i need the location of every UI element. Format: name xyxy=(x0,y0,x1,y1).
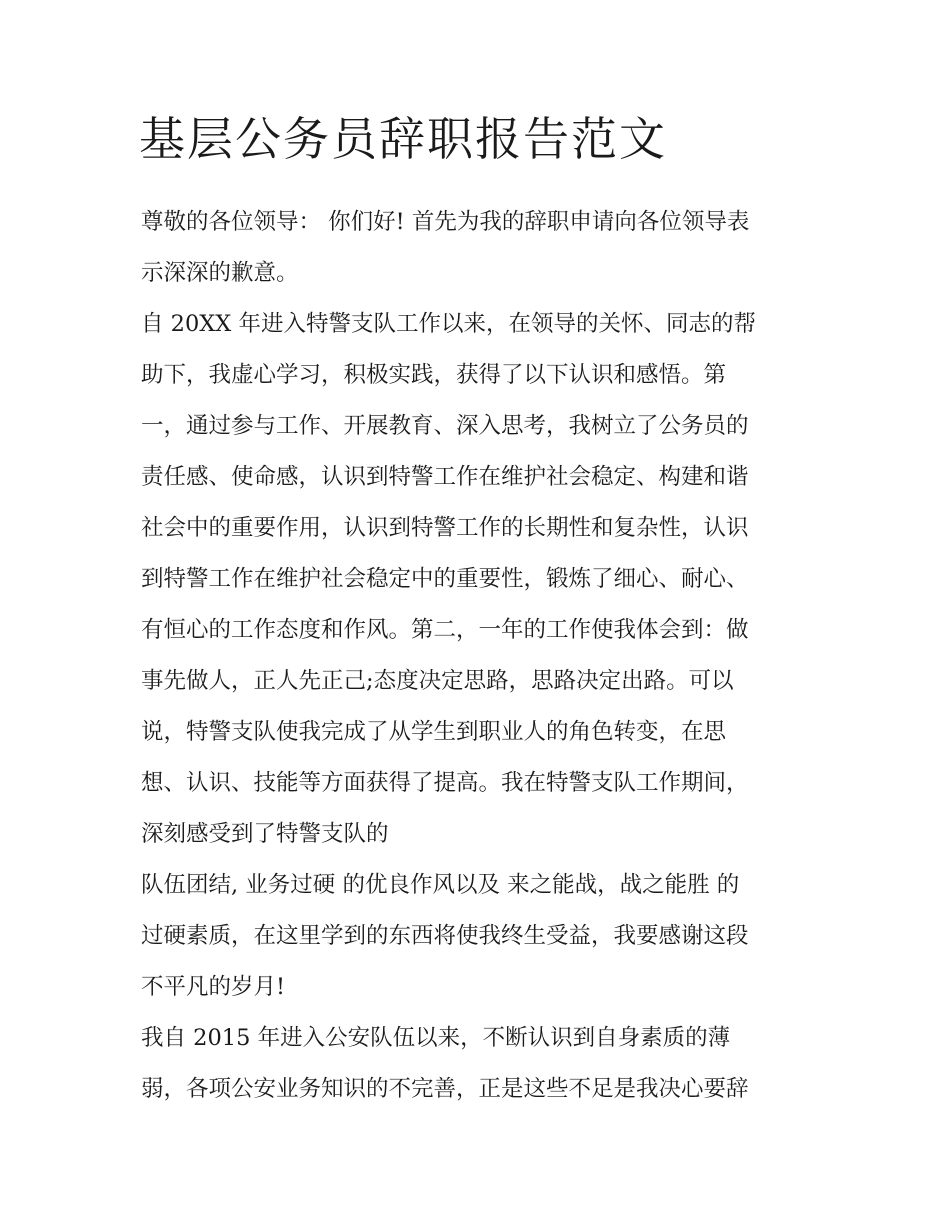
document-title: 基层公务员辞职报告范文 xyxy=(139,112,667,166)
text-line: 自 20XX 年进入特警支队工作以来，在领导的关怀、同志的帮 xyxy=(141,311,756,337)
text-line: 不平凡的岁月! xyxy=(141,974,286,1000)
document-body xyxy=(141,197,821,1115)
text-line: 有恒心的工作态度和作风。第二，一年的工作使我体会到：做 xyxy=(141,617,749,643)
text-line: 一，通过参与工作、开展教育、深入思考，我树立了公务员的 xyxy=(141,413,749,439)
text-line: 想、认识、技能等方面获得了提高。我在特警支队工作期间， xyxy=(141,770,749,796)
text-line: 弱，各项公安业务知识的不完善，正是这些不足是我决心要辞 xyxy=(141,1076,749,1102)
text-line: 责任感、使命感，认识到特警工作在维护社会稳定、构建和谐 xyxy=(141,464,749,490)
text-line: 社会中的重要作用，认识到特警工作的长期性和复杂性，认识 xyxy=(141,515,749,541)
text-line: 尊敬的各位领导： 你们好! 首先为我的辞职申请向各位领导表 xyxy=(141,209,750,235)
text-line: 队伍团结, 业务过硬 的优良作风以及 来之能战，战之能胜 的 xyxy=(141,872,740,898)
text-line: 说，特警支队使我完成了从学生到职业人的角色转变，在思 xyxy=(141,719,727,745)
text-line: 过硬素质，在这里学到的东西将使我终生受益，我要感谢这段 xyxy=(141,923,749,949)
text-line: 到特警工作在维护社会稳定中的重要性，锻炼了细心、耐心、 xyxy=(141,566,749,592)
text-line: 助下，我虚心学习，积极实践，获得了以下认识和感悟。第 xyxy=(141,362,727,388)
text-line: 深刻感受到了特警支队的 xyxy=(141,821,389,847)
text-line: 我自 2015 年进入公安队伍以来，不断认识到自身素质的薄 xyxy=(141,1025,731,1051)
text-line: 示深深的歉意。 xyxy=(141,260,299,286)
text-line: 事先做人，正人先正己;态度决定思路，思路决定出路。可以 xyxy=(141,668,734,694)
